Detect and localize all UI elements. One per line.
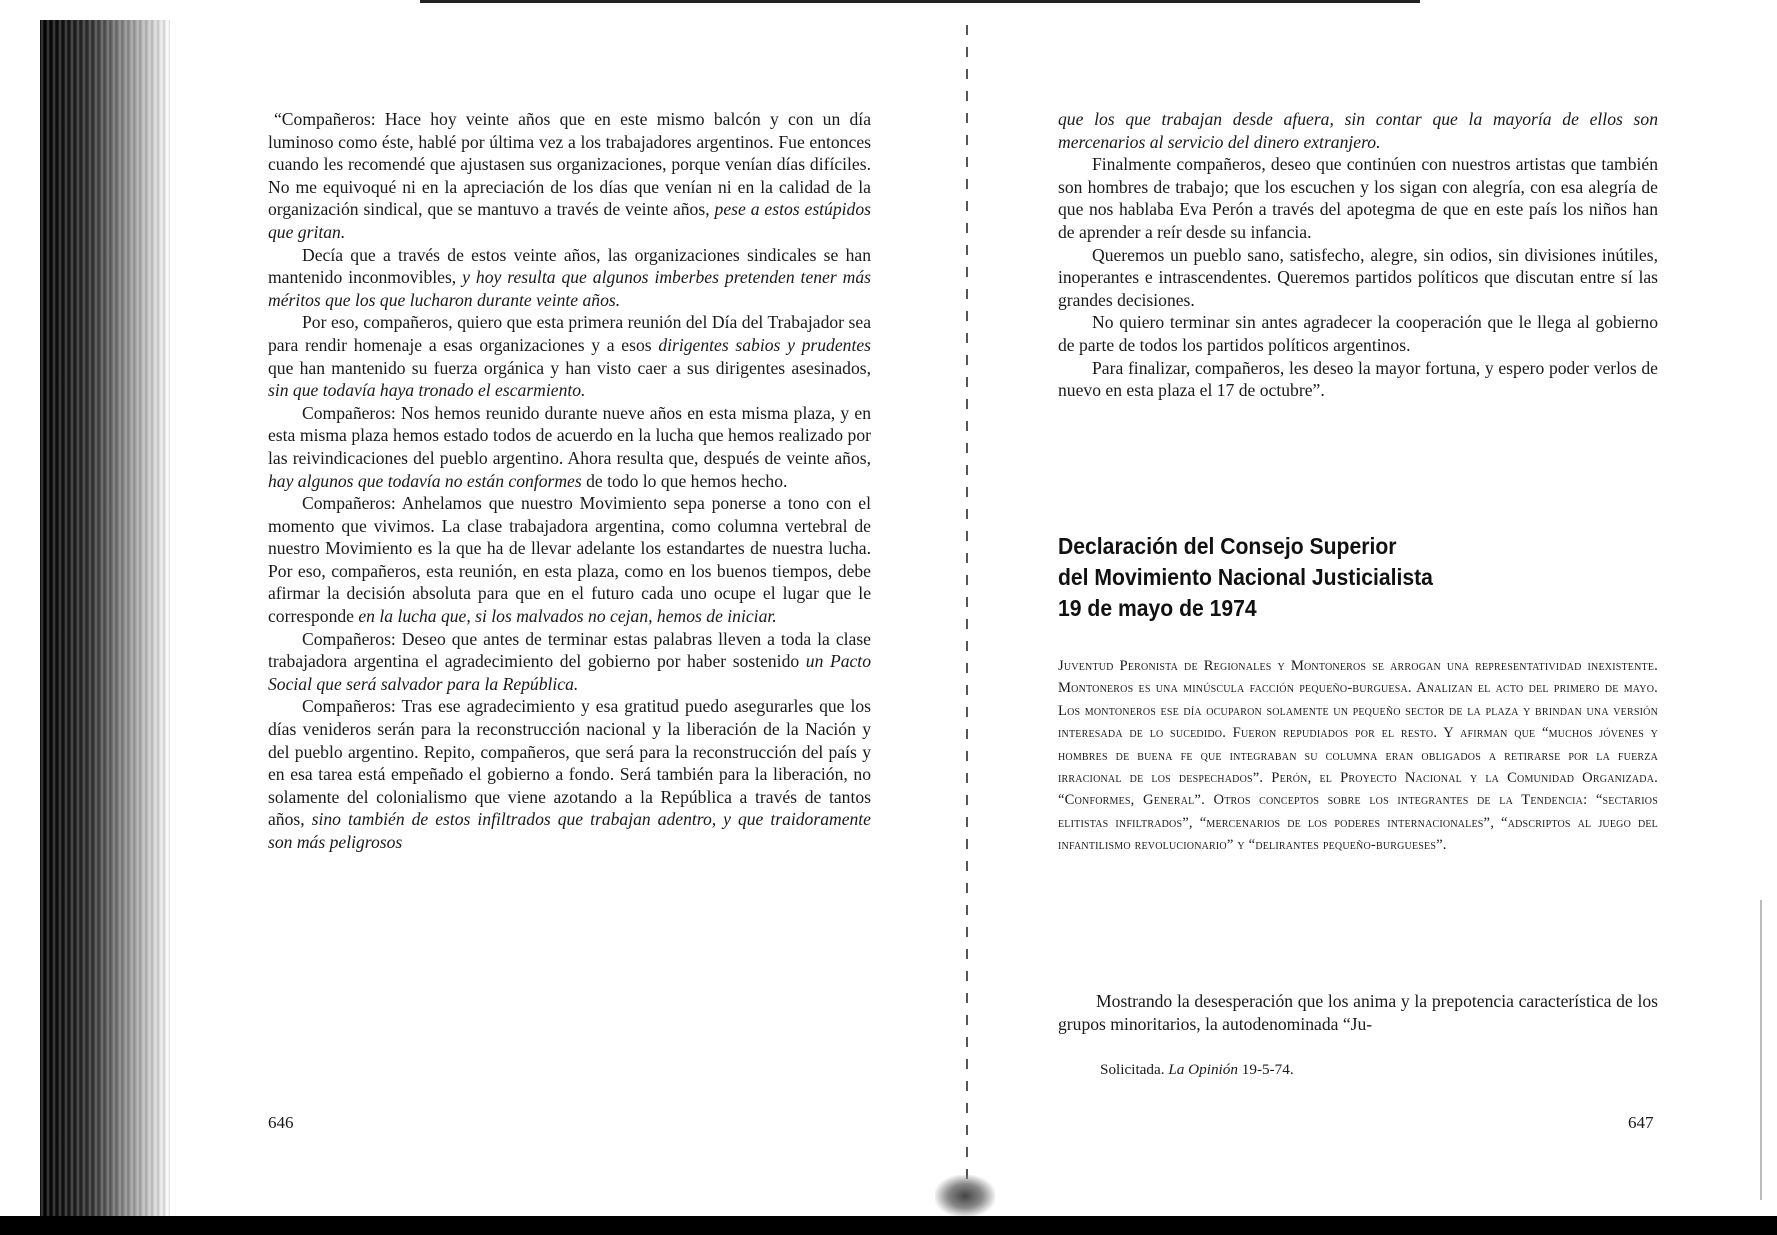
top-edge-rule xyxy=(420,0,1420,3)
book-spine-texture xyxy=(40,20,170,1235)
italic-segment: dirigentes sabios y prudentes xyxy=(658,334,872,355)
page-number-right: 647 xyxy=(1628,1113,1654,1132)
text-segment: Queremos un pueblo sano, satisfecho, alegre, sin odios, sin divisiones inútiles, inoperantes e intrascendentes. Queremos partidos políticos que discutan entre sí las grandes decisiones. xyxy=(1058,244,1658,310)
italic-segment: pese a estos estúpidos que gritan. xyxy=(268,199,871,242)
paragraph xyxy=(268,695,871,853)
left-page-text xyxy=(268,108,871,854)
page-number-left: 646 xyxy=(268,1113,294,1132)
paragraph xyxy=(268,628,871,696)
text-segment: No quiero terminar sin antes agradecer la cooperación que le llega al gobierno de parte de todos los partidos políticos argentinos. xyxy=(1058,312,1658,355)
paragraph xyxy=(1058,311,1658,356)
italic-segment: hay algunos que todavía no están conformes xyxy=(268,470,582,491)
gutter-smudge xyxy=(935,1175,995,1217)
page-edge-line xyxy=(1760,900,1762,1200)
paragraph xyxy=(268,492,871,628)
text-segment: Compañeros: Deseo que antes de terminar estas palabras lleven a toda la clase trabajadora argentina el agradecimiento del gobierno por haber sostenido xyxy=(268,628,871,672)
text-segment: Compañeros: Tras ese agradecimiento y esa gratitud puedo asegurarles que los días venideros serán para la reconstrucción nacional y la liberación de la Nación y del pueblo argentino. Repito, compañeros, que será para la reconstrucción del país y en esa tarea está empeñado el gobierno a fondo. Será también para la liberación, no solamente del colonialismo que viene azotando a la República a través de tantos años, xyxy=(268,696,871,830)
italic-segment: y hoy resulta que algunos imberbes pretenden tener más méritos que los que lucharon durante veinte años. xyxy=(268,267,872,310)
italic-segment: que los que trabajan desde afuera, sin contar que la mayoría de ellos son mercenarios al servicio del dinero extranjero. xyxy=(1058,109,1658,152)
footnote-prefix: Solicitada. xyxy=(1100,1061,1169,1078)
footnote-date: 19-5-74. xyxy=(1237,1061,1294,1078)
italic-segment: sino también de estos infiltrados que trabajan adentro, y que traidoramente son más peligrosos xyxy=(268,809,871,852)
italic-segment: un Pacto Social que será salvador para la República. xyxy=(268,651,871,694)
paragraph xyxy=(268,311,871,401)
italic-segment: en la lucha que, si los malvados no cejan, hemos de iniciar. xyxy=(358,606,777,627)
text-segment: de todo lo que hemos hecho. xyxy=(581,470,788,491)
heading-line-3: 19 de mayo de 1974 xyxy=(1058,595,1257,621)
body-paragraph: Mostrando la desesperación que los anima y la prepotencia característica de los grupos minoritarios, la autodenominada “Ju- xyxy=(1058,991,1658,1034)
section-body xyxy=(1058,990,1658,1035)
section-heading xyxy=(1058,531,1598,624)
text-segment: Decía que a través de estos veinte años, las organizaciones sindicales se han mantenido inconmovibles, xyxy=(268,244,871,288)
right-page-text xyxy=(1058,108,1658,402)
heading-line-1: Declaración del Consejo Superior xyxy=(1058,533,1397,559)
heading-line-2: del Movimiento Nacional Justicialista xyxy=(1058,564,1433,590)
footnote-source: La Opinión xyxy=(1168,1061,1238,1078)
text-segment: Por eso, compañeros, quiero que esta primera reunión del Día del Trabajador sea para rendir homenaje a esas organizaciones y a esos xyxy=(268,312,871,355)
paragraph xyxy=(268,402,871,492)
text-segment: Compañeros: Nos hemos reunido durante nueve años en esta misma plaza, y en esta misma plaza hemos estado todos de acuerdo en la lucha que hemos realizado por las reivindicaciones del pueblo argentino. Ahora resulta que, después de veinte años, xyxy=(268,402,871,468)
scan-bottom-border xyxy=(0,1216,1777,1235)
paragraph xyxy=(1058,357,1658,402)
center-gutter xyxy=(966,25,968,1210)
text-segment: Compañeros: Anhelamos que nuestro Movimiento sepa ponerse a tono con el momento que vivimos. La clase trabajadora argentina, como columna vertebral de nuestro Movimiento es la que ha de llevar adelante los estandartes de nuestra lucha. Por eso, compañeros, esta reunión, en esta plaza, como en los buenos tiempos, debe afirmar la decisión absoluta para que en el futuro cada uno ocupe el lugar que le corresponde xyxy=(268,493,871,627)
text-segment: que han mantenido su fuerza orgánica y han visto caer a sus dirigentes asesinados, xyxy=(268,357,871,378)
paragraph xyxy=(1058,108,1658,153)
paragraph xyxy=(1058,153,1658,243)
text-segment: “Compañeros: Hace hoy veinte años que en este mismo balcón y con un día luminoso como éste, hablé por última vez a los trabajadores argentinos. Fue entonces cuando les recomendé que ajustasen sus organizaciones, porque venían días difíciles. No me equivoqué ni en la apreciación de los días que venían ni en la calidad de la organización sindical, que se mantuvo a través de veinte años, xyxy=(268,109,871,220)
text-segment: Finalmente compañeros, deseo que continúen con nuestros artistas que también son hombres de trabajo; que los escuchen y los sigan con alegría, con esa alegría de que nos hablaba Eva Perón a través del apotegma de que en este país los niños han de aprender a reír desde su infancia. xyxy=(1058,154,1658,242)
footnote xyxy=(1100,1060,1600,1080)
text-segment: Para finalizar, compañeros, les deseo la mayor fortuna, y espero poder verlos de nuevo en esta plaza el 17 de octubre”. xyxy=(1058,357,1658,401)
paragraph xyxy=(1058,244,1658,312)
paragraph xyxy=(268,108,871,244)
paragraph xyxy=(268,244,871,312)
abstract-text: Juventud Peronista de Regionales y Montoneros se arrogan una representatividad inexistente. Montoneros es una minúscula facción pequeño-burguesa. Analizan el acto del primero de mayo. Los montoneros ese día ocuparon solamente un pequeño sector de la plaza y brindan una versión interesada de lo sucedido. Fueron repudiados por el resto. Y afirman que “muchos jóvenes y hombres de buena fe que integraban su columna eran obligados a retirarse por la fuerza irracional de los despechados”. Perón, el Proyecto Nacional y la Comunidad Organizada. “Conformes, General”. Otros conceptos sobre los integrantes de la Tendencia: “sectarios elitistas infiltrados”, “mercenarios de los poderes internacionales”, “adscriptos al juego del infantilismo revolucionario” y “delirantes pequeño-burgueses”. xyxy=(1058,658,1658,854)
italic-segment: sin que todavía haya tronado el escarmiento. xyxy=(268,380,586,401)
section-abstract xyxy=(1058,655,1658,857)
